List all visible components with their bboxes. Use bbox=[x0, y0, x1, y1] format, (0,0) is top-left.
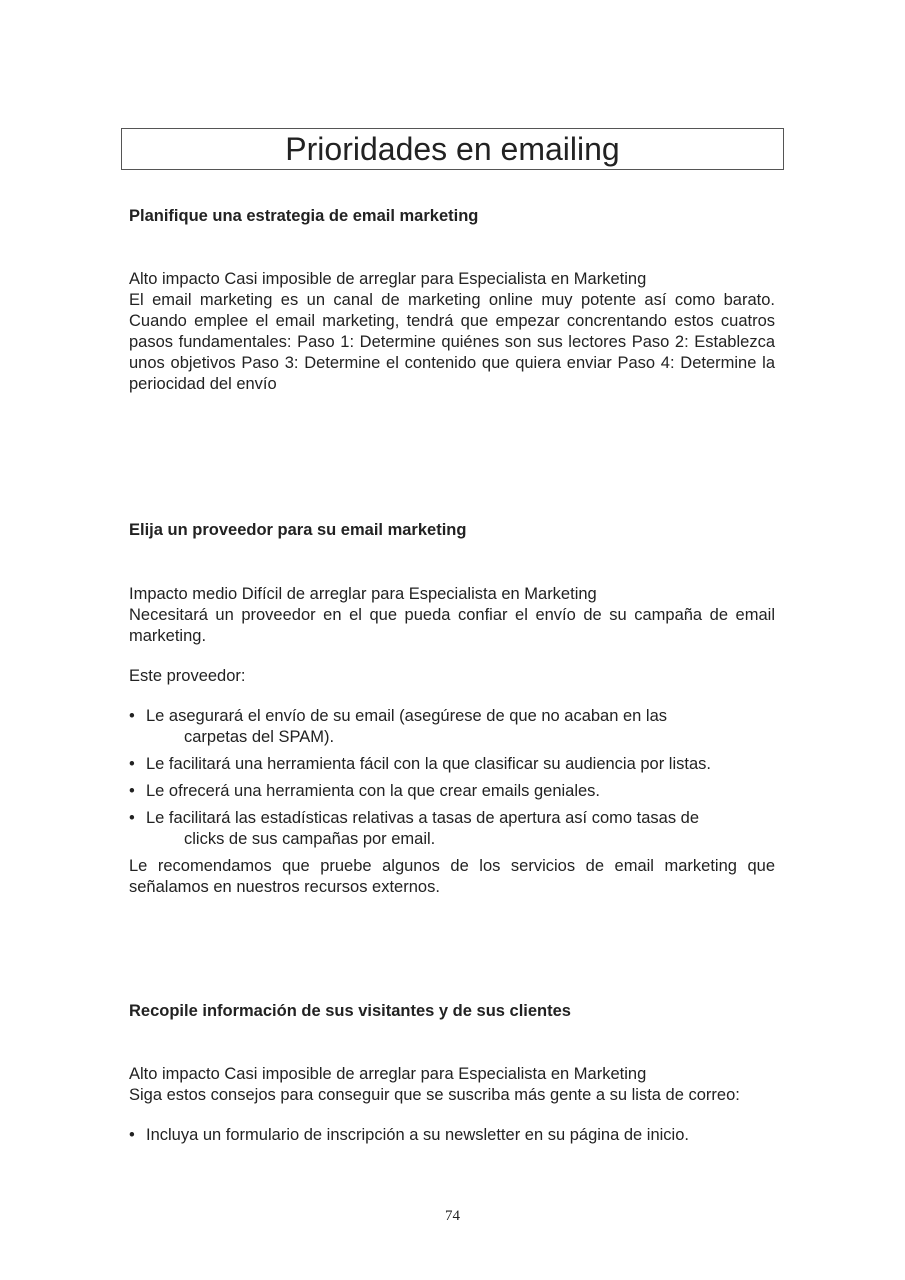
list-item bbox=[129, 754, 775, 775]
list-item-line: Le asegurará el envío de su email (asegúrese de que no acaban en las bbox=[146, 707, 668, 725]
intro-text: Este proveedor: bbox=[129, 667, 246, 685]
collect-bullet-list bbox=[129, 1125, 775, 1146]
page-number: 74 bbox=[445, 1208, 460, 1224]
section-body-collect-info bbox=[129, 1064, 775, 1146]
body-paragraph: El email marketing es un canal de marketing online muy potente así como barato. Cuando emplee el email marketing, tendrá que empezar concrentando estos cuatros pasos fundamentales: Paso 1: Determine quiénes son sus lectores Paso 2: Establezca unos objetivos Paso 3: Determine el contenido que quiera enviar Paso 4: Determine la periocidad del envío bbox=[129, 291, 775, 393]
bullet-icon: • bbox=[129, 1126, 135, 1144]
impact-line: Impacto medio Difícil de arreglar para Especialista en Marketing bbox=[129, 585, 597, 603]
section-heading-provider: Elija un proveedor para su email marketing bbox=[129, 521, 467, 539]
body-paragraph: Necesitará un proveedor en el que pueda confiar el envío de su campaña de email marketing. bbox=[129, 606, 775, 645]
list-item bbox=[129, 808, 775, 850]
page-title-box bbox=[121, 128, 784, 170]
list-item bbox=[129, 781, 775, 802]
list-item bbox=[129, 706, 775, 748]
section-heading-collect-info: Recopile información de sus visitantes y de sus clientes bbox=[129, 1002, 571, 1020]
section-heading-strategy: Planifique una estrategia de email marketing bbox=[129, 207, 479, 225]
list-item-line: Le facilitará las estadísticas relativas a tasas de apertura así como tasas de bbox=[146, 809, 700, 827]
list-item-line: Le ofrecerá una herramienta con la que crear emails geniales. bbox=[146, 782, 601, 800]
list-item-continuation: carpetas del SPAM). bbox=[184, 728, 335, 746]
list-item bbox=[129, 1125, 775, 1146]
bullet-icon: • bbox=[129, 782, 135, 800]
bullet-icon: • bbox=[129, 809, 135, 827]
impact-line: Alto impacto Casi imposible de arreglar para Especialista en Marketing bbox=[129, 270, 647, 288]
body-paragraph: Siga estos consejos para conseguir que se suscriba más gente a su lista de correo: bbox=[129, 1086, 740, 1104]
list-item-line: Incluya un formulario de inscripción a su newsletter en su página de inicio. bbox=[146, 1126, 689, 1144]
section-body-provider bbox=[129, 584, 775, 898]
impact-line: Alto impacto Casi imposible de arreglar para Especialista en Marketing bbox=[129, 1065, 647, 1083]
page-title: Prioridades en emailing bbox=[285, 131, 620, 167]
section-body-strategy bbox=[129, 269, 775, 395]
bullet-icon: • bbox=[129, 755, 135, 773]
list-item-continuation: clicks de sus campañas por email. bbox=[184, 830, 436, 848]
list-item-line: Le facilitará una herramienta fácil con la que clasificar su audiencia por listas. bbox=[146, 755, 711, 773]
closing-paragraph: Le recomendamos que pruebe algunos de los servicios de email marketing que señalamos en nuestros recursos externos. bbox=[129, 857, 775, 896]
bullet-icon: • bbox=[129, 707, 135, 725]
provider-bullet-list bbox=[129, 706, 775, 850]
